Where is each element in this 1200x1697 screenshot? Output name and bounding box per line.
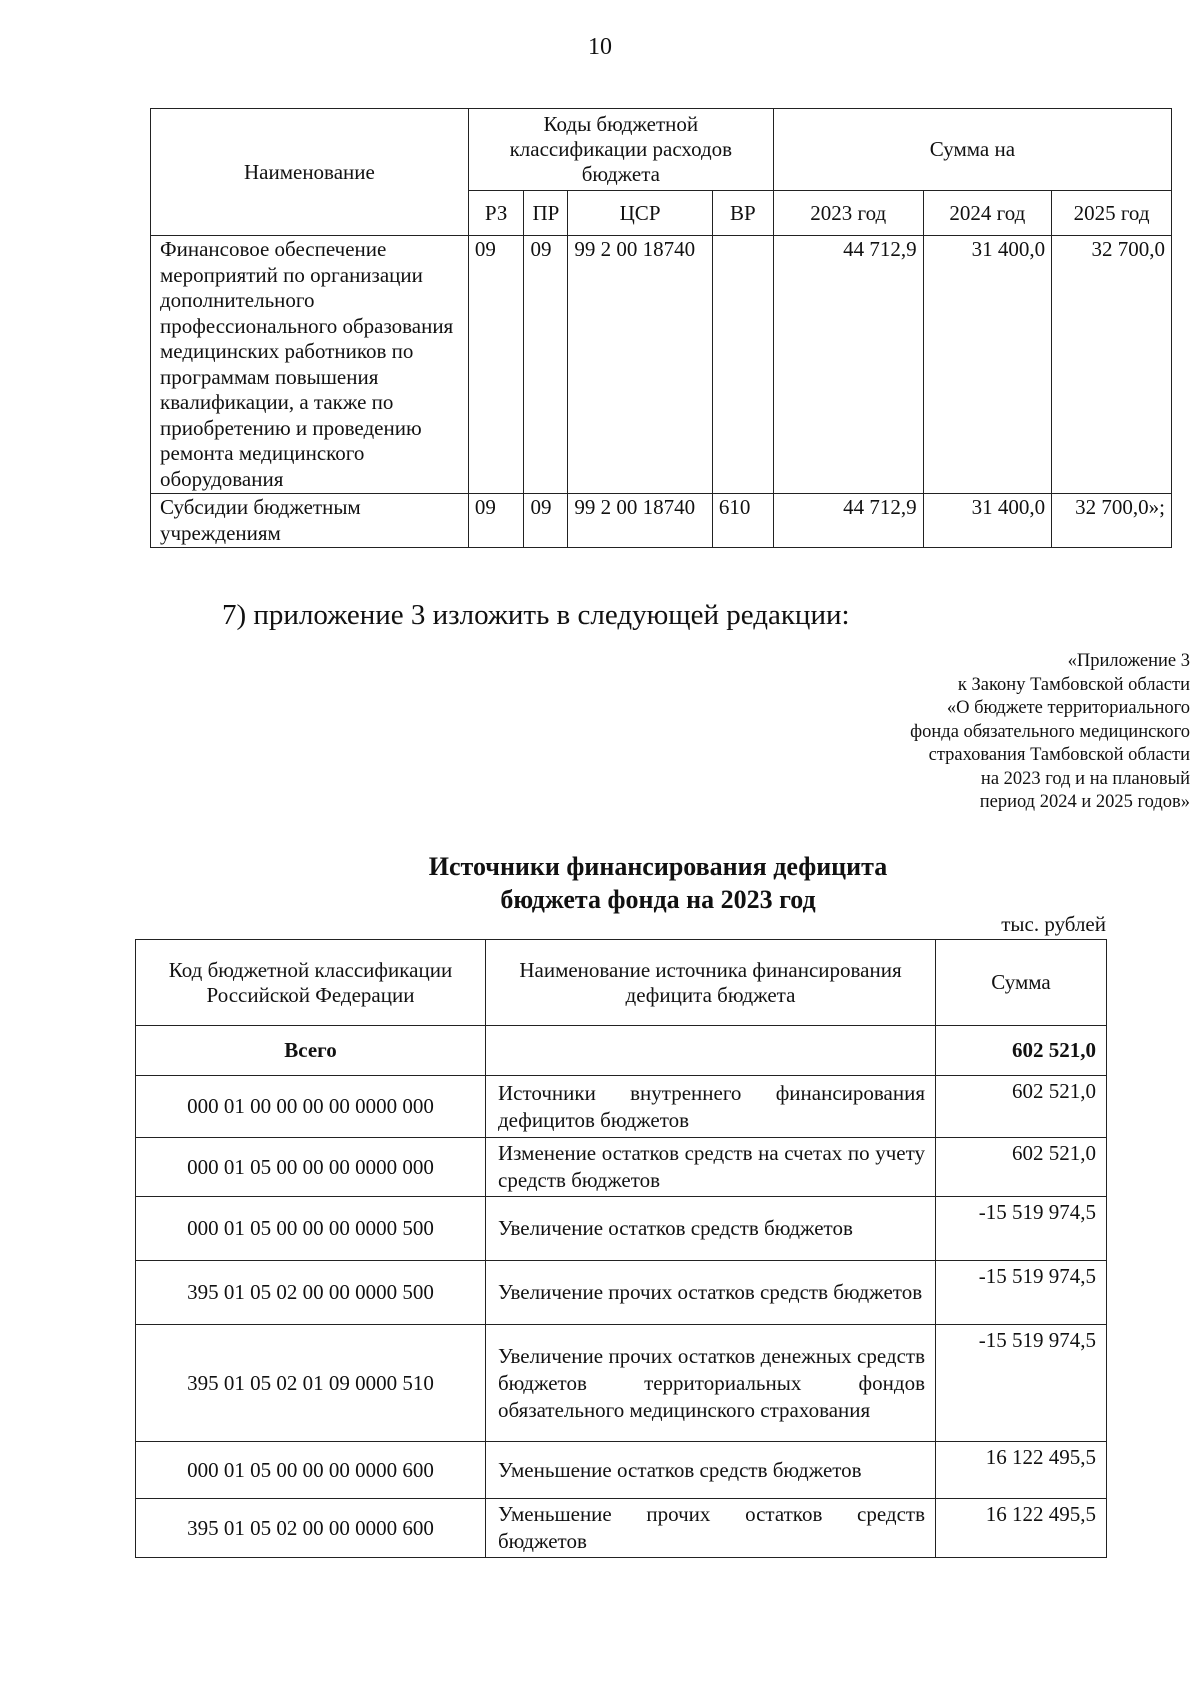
table-row xyxy=(136,1197,1107,1261)
row-sum: -15 519 974,5 xyxy=(936,1261,1107,1325)
row-sum: -15 519 974,5 xyxy=(936,1325,1107,1442)
row-kbk: 000 01 00 00 00 00 0000 000 xyxy=(136,1076,486,1138)
row-rz: 09 xyxy=(468,236,524,494)
row-sum: 16 122 495,5 xyxy=(936,1442,1107,1499)
row-name: Субсидии бюджетным учреждениям xyxy=(151,494,469,548)
row-name: Финансовое обеспечение мероприятий по организации дополнительного профессионального образования медицинских работников по программам повышения квалификации, а также по приобретению и проведению ремонта медицинского оборудования xyxy=(151,236,469,494)
row-pr: 09 xyxy=(524,236,568,494)
header-source: Наименование источника финансирования дефицита бюджета xyxy=(486,940,936,1026)
appendix-line: на 2023 год и на плановый xyxy=(980,768,1190,789)
row-2023: 44 712,9 xyxy=(773,236,923,494)
row-sum: -15 519 974,5 xyxy=(936,1197,1107,1261)
header-csr: ЦСР xyxy=(568,191,712,236)
total-row xyxy=(136,1026,1107,1076)
header-sum-group: Сумма на xyxy=(773,109,1171,191)
row-2025: 32 700,0 xyxy=(1052,236,1172,494)
total-source-empty xyxy=(486,1026,936,1076)
header-name: Наименование xyxy=(151,109,469,236)
row-source: Увеличение прочих остатков средств бюджетов xyxy=(486,1261,936,1325)
page-number: 10 xyxy=(588,34,612,60)
row-csr: 99 2 00 18740 xyxy=(568,236,712,494)
row-vr: 610 xyxy=(712,494,773,548)
row-2023: 44 712,9 xyxy=(773,494,923,548)
header-sum: Сумма xyxy=(936,940,1107,1026)
instruction-text: 7) приложение 3 изложить в следующей редакции: xyxy=(222,599,850,631)
appendix-line: период 2024 и 2025 годов» xyxy=(979,792,1190,812)
header-2024: 2024 год xyxy=(923,191,1051,236)
header-rz: РЗ xyxy=(468,191,524,236)
row-vr xyxy=(712,236,773,494)
row-kbk: 395 01 05 02 01 09 0000 510 xyxy=(136,1325,486,1442)
appendix-line: «О бюджете территориального xyxy=(946,698,1190,718)
row-sum: 602 521,0 xyxy=(936,1076,1107,1138)
table-row xyxy=(151,236,1172,494)
table-row xyxy=(136,1499,1107,1558)
row-source: Уменьшение остатков средств бюджетов xyxy=(486,1442,936,1499)
row-source: Уменьшение прочих остатков средств бюджетов xyxy=(486,1499,936,1558)
document-title xyxy=(0,850,1200,916)
row-sum: 602 521,0 xyxy=(936,1138,1107,1197)
table-row xyxy=(136,1138,1107,1197)
row-source: Увеличение остатков средств бюджетов xyxy=(486,1197,936,1261)
deficit-sources-table xyxy=(135,939,1107,1558)
row-sum: 16 122 495,5 xyxy=(936,1499,1107,1558)
row-csr: 99 2 00 18740 xyxy=(568,494,712,548)
row-kbk: 395 01 05 02 00 00 0000 500 xyxy=(136,1261,486,1325)
row-2024: 31 400,0 xyxy=(923,236,1051,494)
table-row xyxy=(151,494,1172,548)
header-kbk: Код бюджетной классификации Российской Федерации xyxy=(136,940,486,1026)
table-row xyxy=(136,1325,1107,1442)
row-kbk: 000 01 05 00 00 00 0000 000 xyxy=(136,1138,486,1197)
row-source: Увеличение прочих остатков денежных средств бюджетов территориальных фондов обязательного медицинского страхования xyxy=(486,1325,936,1442)
header-2025: 2025 год xyxy=(1052,191,1172,236)
header-pr: ПР xyxy=(524,191,568,236)
row-pr: 09 xyxy=(524,494,568,548)
appendix-line: «Приложение 3 xyxy=(1067,651,1190,671)
total-label: Всего xyxy=(136,1026,486,1076)
row-kbk: 395 01 05 02 00 00 0000 600 xyxy=(136,1499,486,1558)
table-row xyxy=(136,1442,1107,1499)
title-line: Источники финансирования дефицита xyxy=(428,852,888,881)
appendix-line: к Закону Тамбовской области xyxy=(957,674,1190,695)
header-codes-group: Коды бюджетной классификации расходов бюджета xyxy=(468,109,773,191)
row-kbk: 000 01 05 00 00 00 0000 500 xyxy=(136,1197,486,1261)
table-row xyxy=(136,1261,1107,1325)
row-kbk: 000 01 05 00 00 00 0000 600 xyxy=(136,1442,486,1499)
table-row xyxy=(136,1076,1107,1138)
header-2023: 2023 год xyxy=(773,191,923,236)
row-source: Источники внутреннего финансирования дефицитов бюджетов xyxy=(486,1076,936,1138)
row-source: Изменение остатков средств на счетах по учету средств бюджетов xyxy=(486,1138,936,1197)
row-2024: 31 400,0 xyxy=(923,494,1051,548)
appendix-reference xyxy=(700,650,1190,815)
appendix-line: страхования Тамбовской области xyxy=(928,745,1190,765)
row-2025: 32 700,0»; xyxy=(1052,494,1172,548)
total-value: 602 521,0 xyxy=(936,1026,1107,1076)
row-rz: 09 xyxy=(468,494,524,548)
header-vr: ВР xyxy=(712,191,773,236)
units-label: тыс. рублей xyxy=(1001,912,1106,936)
appendix-line: фонда обязательного медицинского xyxy=(910,721,1190,742)
expenses-table xyxy=(150,108,1172,548)
title-line: бюджета фонда на 2023 год xyxy=(500,885,816,914)
